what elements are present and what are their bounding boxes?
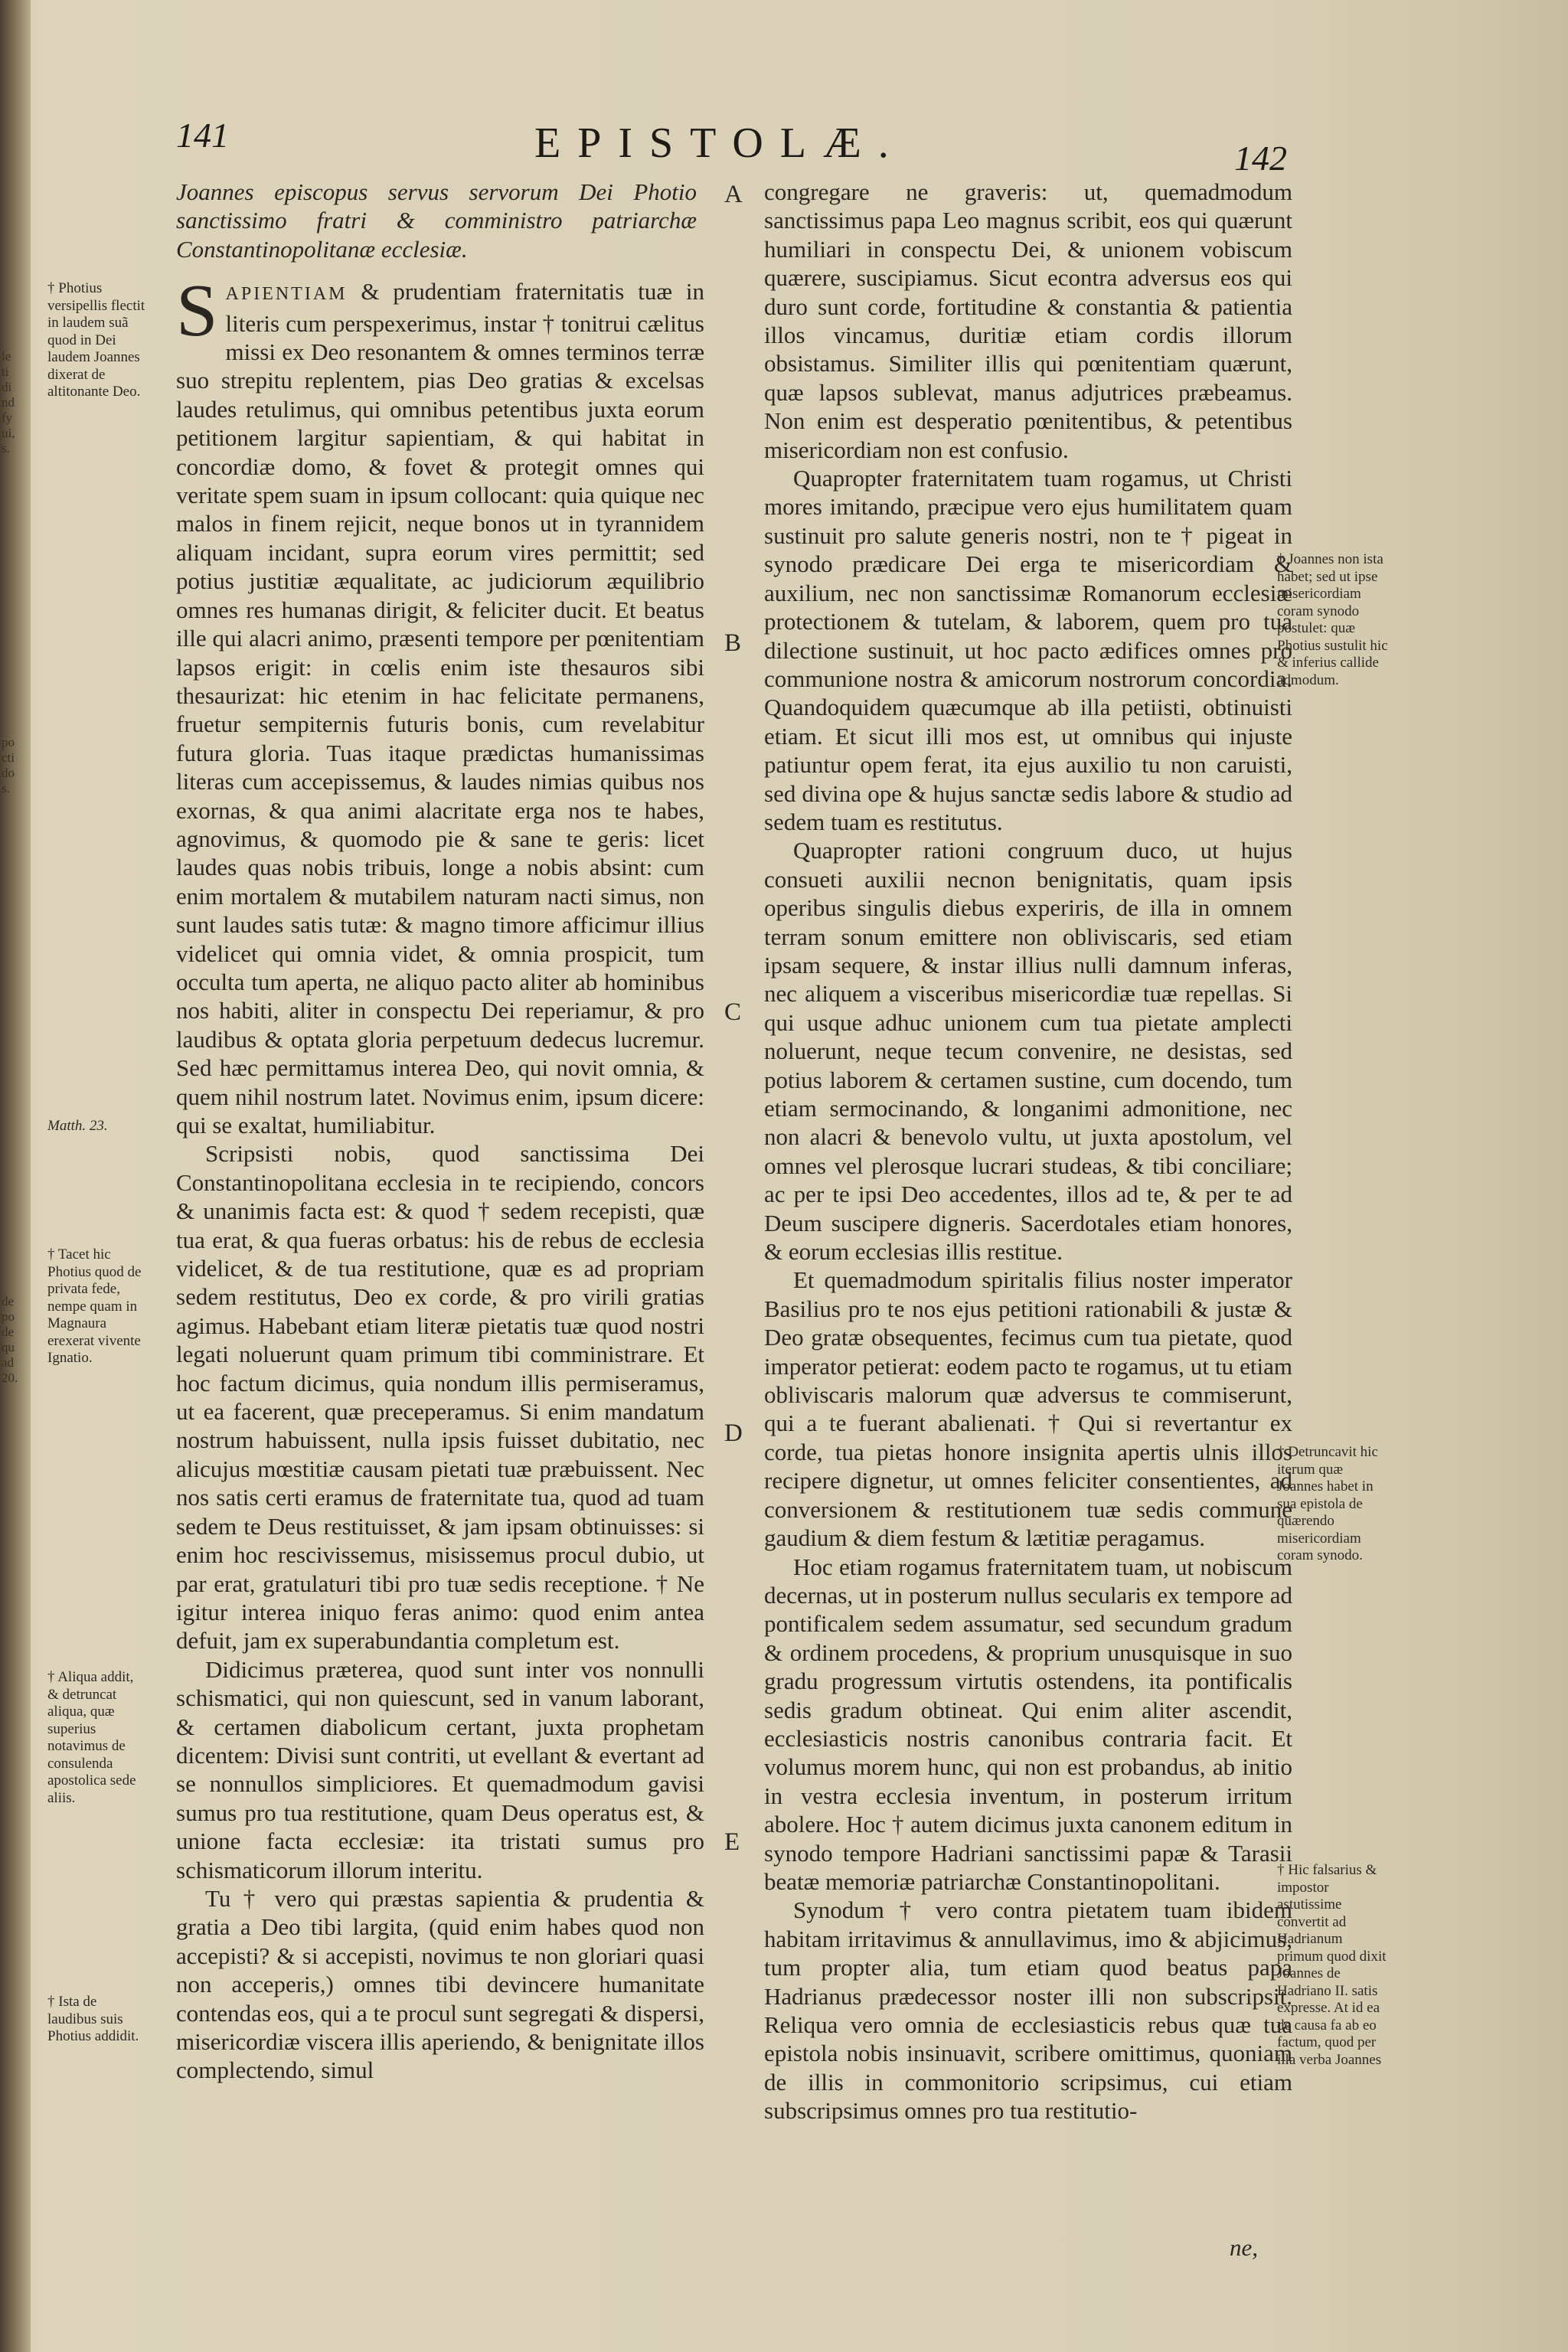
- section-letter: A: [724, 181, 743, 208]
- paragraph: Quapropter fraternitatem tuam rogamus, ut Christi mores imitando, præcipue vero ejus humilitatem quam sustinuit pro salute generis nostri, non te † pigeat in synodo prædicare Dei erga te misericordiam & auxilium, nec non sanctissimæ Romanorum ecclesiæ protectionem & tutelam, & laborem, quem pro tua dilectione sustinuit, ut hoc pacto ædifices omnes pro communione nostra & amicorum nostrorum concordia. Quandoquidem quæcumque ab illa petiisti, obtinuisti etiam. Et sicut illi mos est, ut omnibus qui injuste patiuntur opem ferat, ita ejus auxilio tu non caruisti, sed divina ope & hujus sanctæ sedis labore & studio ad sedem tuam es restitutus.: [764, 465, 1292, 835]
- section-letter: B: [724, 629, 742, 657]
- paragraph: Scripsisti nobis, quod sanctissima Dei Constantinopolitana ecclesia in te recipiendo, concors & unanimis facta est: & quod † sedem recepisti, quæ tua erat, & qua fueras orbatus: his de rebus de ecclesia videlicet, & de tua restitutione, quæ es ad propriam sedem restitutus, Deo ex corde, & pro virili gratias agimus. Habebant etiam literæ pietatis tuæ quod nostri legati noluerunt quam primum tibi comministrare. Et hoc factum dicimus, quia nondum illis permiseramus, ut ea facerent, quæ preceperamus. Si enim mandatum nostrum habuissent, nulla ipsis fuisset dubitatio, nec alicujus mœstitiæ causam pietati tuæ præbuissent. Nec nos satis certi eramus de fraternitate tua, quod ad tuam sedem te Deus restituisset, & jam ipsam obtinuisses: si enim hoc rescivissemus, misissemus procul dubio, ut par erat, gratulaturi tibi pro tuæ sedis receptione. † Ne igitur interea iniquo feras animo: quod enim antea defuit, jam ex superabundantia completum est.: [176, 1140, 704, 1655]
- edge-fragment: po cti do s.: [2, 735, 15, 795]
- letter-heading: Joannes episcopus servus servorum Dei Photio sanctissimo fratri & comministro patriarchæ Constantinopolitanæ ecclesiæ.: [176, 178, 697, 263]
- margin-note: † Joannes non ista habet; sed ut ipse misericordiam coram synodo postulet: quæ Photius sustulit hic & inferius callide admodum.: [1277, 551, 1388, 688]
- paragraph: Et quemadmodum spiritalis filius noster imperator Basilius pro te nos ejus petitioni rationabili & justæ & Deo gratæ obsequentes, fecimus cum tua pietate, quod imperator petierat: eodem pacto te rogamus, ut tu etiam obliviscaris malorum quæ adversus te commiserunt, qui a te fuerant abalienati. † Qui si revertantur ex corde, tua pietas honore insignita apertis ulnis illos recipere dignetur, ut omnes feliciter consentientes, ad conversionem & restitutionem tuæ sedis commune gaudium & diem festum & lætitiæ peragamus.: [764, 1266, 1292, 1552]
- paragraph: Quapropter rationi congruum duco, ut hujus consueti auxilii necnon benignitatis, quam ipsis operibus singulis diebus experiris, de illa in omnem terram sonum emittere non obliviscaris, sed etiam ipsam sequere, & instar illius nulli damnum inferas, nec aliquem a visceribus misericordiæ tuæ repellas. Si qui usque adhuc unionem cum tua pietate amplecti noluerunt, neque tecum convenire, ne desistas, sed potius laborem & certamen sustine, cum docendo, tum etiam sermocinando, & longanimi admonitione, nec non alacri & benevolo vultu, ut juxta apostolum, vel omnes vel plerosque lucrari studeas, & tibi conciliare; ac per te ipsi Deo accedentes, illos ad te, & per te ad Deum suscipere digneris. Sacerdotales etiam honores, & eorum ecclesias illis restitue.: [764, 837, 1292, 1266]
- section-letter: C: [724, 998, 742, 1026]
- paragraph: Tu † vero qui præstas sapientia & prudentia & gratia a Deo tibi largita, (quid enim habes quod non accepisti? & si accepisti, novimus te non gloriari quasi non acceperis,) omnes tibi devincere humanitate contendas eos, qui a te procul sunt segregati & dispersi, misericordiæ viscera illis aperiendo, & benignitate illos complectendo, simul: [176, 1884, 704, 2084]
- page-number-left: 141: [176, 116, 229, 155]
- paragraph: [176, 270, 705, 1139]
- catchword: ne,: [1230, 2234, 1259, 2261]
- running-title: EPISTOLÆ.: [534, 119, 906, 167]
- margin-note: † Detruncavit hic iterum quæ Joannes habet in sua epistola de quærendo misericordiam coram synodo.: [1277, 1444, 1378, 1563]
- page-number-right: 142: [1234, 139, 1287, 178]
- paragraph: congregare ne graveris: ut, quemadmodum sanctissimus papa Leo magnus scribit, eos qui quærunt humiliari in conspectu Dei, & unionem vobiscum quærere, suscipiamus. Sicut econtra adversus eos qui duro sunt corde, fortitudine & constantia & patientia illos vincamus, duritiæ etiam cordis illorum obsistamus. Similiter illis qui pœnitentiam quærunt, quæ lapsos sublevat, manus adjutrices præbeamus. Non enim est desperatio pœnitentibus, & petentibus misericordiam non est confusio.: [764, 178, 1292, 463]
- section-letter: D: [724, 1419, 743, 1447]
- section-letter: E: [724, 1828, 740, 1856]
- left-column: [176, 178, 704, 2085]
- paragraph-text: & prudentiam fraternitatis tuæ in literis cum perspexerimus, instar † tonitrui cælitus missi ex Deo resonantem & omnes terminos terræ suo strepitu replentem, pias Deo gratias & excelsas laudes retulimus, qui omnibus petentibus juxta eorum petitionem largitur sapientiam, & qui habitat in concordiæ domo, & fovet & protegit omnes qui veritate spem suam in ipsum collocant: quia quique nec malos in finem rejicit, neque bonos ut in tyrannidem aliquam incidant, supra eorum vires permittit; sed potius justitiæ æqualitate, ac judiciorum æquilibrio omnes res humanas dirigit, & feliciter ducit. Et beatus ille qui alacri animo, præsenti tempore per pœnitentiam lapsos erigit: in cœlis enim iste thesauros sibi thesaurizat: hic etenim in hac felicitate permanens, fruetur sempiternis futuris bonis, cum revelabitur futura gloria. Tuas itaque prædictas humanissimas literas cum accepissemus, & laudes nimias quibus nos exornas, & qua animi alacritate erga nos te habes, agnovimus, & quomodo pie & sane te geris: licet laudes quas nobis tribuis, longe a nobis absint: cum enim mortalem & mutabilem naturam nacti simus, non sunt laudes satis tutæ: & magno timore afficimur illius videlicet qui omnia videt, & omnia prospicit, tum occulta tum aperta, ne aliquo pacto aliter ab hominibus nos habiti, aliter in conspectu Dei reperiamur, & pro laudibus & optata gloria perpetuum dedecus lucremur. Sed hæc permittamus interea Deo, qui novit omnia, & quem nihil nostrum latet. Novimus enim, ipsum dicere: qui se exaltat, humiliabitur.: [176, 278, 705, 1138]
- paragraph: Hoc etiam rogamus fraternitatem tuam, ut nobiscum decernas, ut in posterum nullus secularis ex tempore ad pontificalem sedem assumatur, sed secundum gradum & ordinem procedens, & proprium unusquisque in suo gradu progressum virtutis ostendens, ita pontificalis sedis gradum obtineat. Qui enim aliter ascendit, ecclesiasticis nostris canonibus contraria facit. Et volumus morem hunc, qui non est probandus, ab initio in vestra ecclesia inventum, in posterum irritum abolere. Hoc † autem dicimus juxta canonem editum in synodo tempore Hadriani sanctissimi papæ & Tarasii beatæ memoriæ patriarchæ Constantinopolitani.: [764, 1553, 1292, 1895]
- margin-note: Matth. 23.: [47, 1118, 108, 1134]
- paragraph: Didicimus præterea, quod sunt inter vos nonnulli schismatici, qui non quiescunt, sed in vanum laborant, & certamen diabolicum certant, juxta prophetam dicentem: Divisi sunt contriti, ut evellant & evertant ad se nonnullos simpliciores. Et quemadmodum gavisi sumus pro tua restitutione, quam Deus operatus est, & unione facta ecclesiæ: ita tristati sumus pro schismaticorum illorum interitu.: [176, 1655, 704, 1883]
- margin-note: † Photius versipellis flectit in laudem suã quod in Dei laudem Joannes dixerat de altitonante Deo.: [47, 280, 145, 400]
- paragraph: Synodum † vero contra pietatem tuam ibidem habitam irritavimus & annullavimus, imo & abjicimus, tum propter alia, tum etiam quod beatus papa Hadrianus prædecessor noster illi non subscripsit. Reliqua vero omnia de ecclesiasticis rebus quæ tua epistola nobis insinuavit, scribere omittimus, quoniam de illis in commonitorio scripsimus, cui etiam subscripsimus omnes pro tua restitutio-: [764, 1896, 1292, 2125]
- drop-cap: S: [176, 270, 218, 353]
- margin-note: † Hic falsarius & impostor astutissime convertit ad Hadrianum primum quod dixit Joannes de Hadriano II. satis expresse. At id ea de causa fa ab eo factum, quod per illa verba Joannes: [1277, 1862, 1387, 2068]
- margin-note: † Tacet hic Photius quod de privata fede, nempe quam in Magnaura erexerat vivente Ignatio.: [47, 1246, 142, 1366]
- margin-note: † Ista de laudibus suis Photius addidit.: [47, 1994, 139, 2044]
- right-column: [764, 178, 1292, 2125]
- edge-fragment: le ti di nd fy ui, s.: [2, 349, 15, 456]
- opening-word: APIENTIAM: [225, 284, 348, 305]
- edge-fragment: de po de qu ad 20.: [2, 1294, 18, 1385]
- margin-note: † Aliqua addit, & detruncat aliqua, quæ superius notavimus de consulenda apostolica sede aliis.: [47, 1669, 136, 1806]
